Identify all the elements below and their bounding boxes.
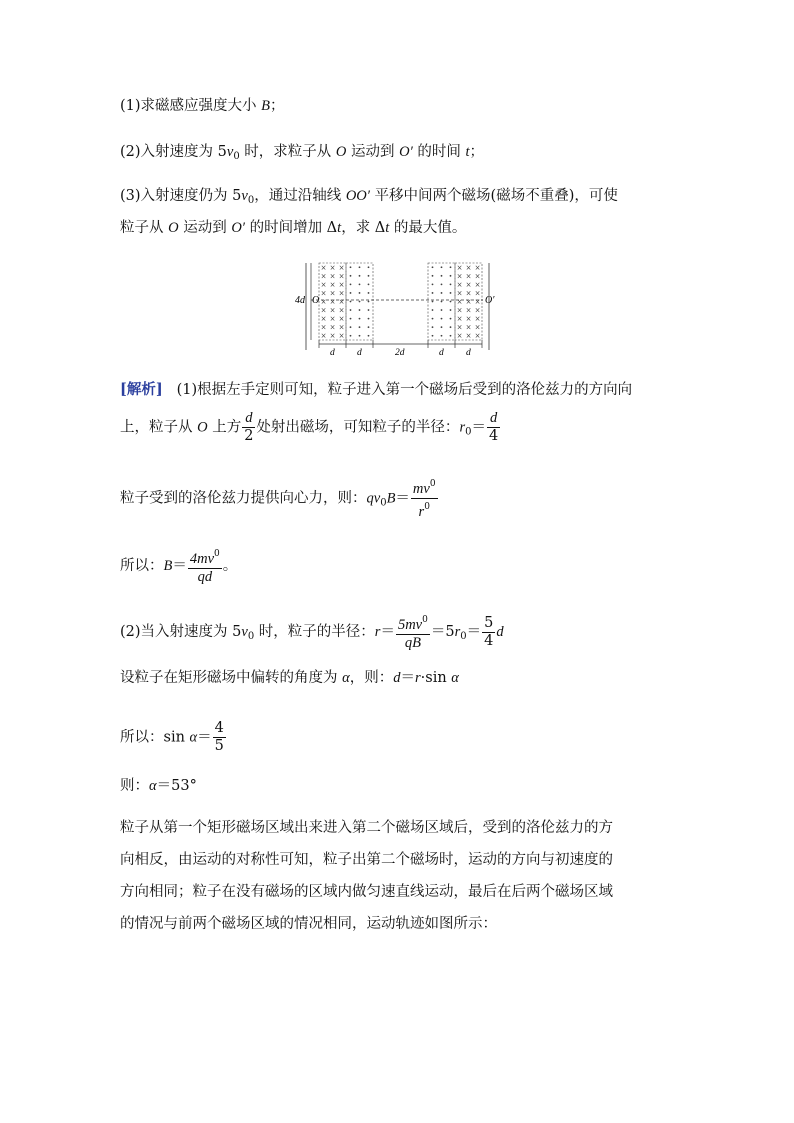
sol-l6-b: ，则：: [349, 670, 394, 686]
q2-number: (2): [120, 144, 141, 160]
frac-num: 4: [214, 720, 224, 736]
frac-den: qd: [197, 569, 213, 585]
field-into-page-mark: ×: [474, 323, 481, 332]
solution-line-3: [120, 476, 439, 521]
solution-line-6: [120, 668, 459, 688]
field-out-of-page-mark: [368, 266, 370, 268]
sol-l5-r0sub: 0: [460, 631, 467, 642]
field-out-of-page-mark: [432, 309, 434, 311]
field-into-page-mark: ×: [338, 280, 345, 289]
sol-l7-a: 所以：sin: [120, 729, 190, 746]
field-into-page-mark: ×: [329, 332, 336, 341]
q3-text-c: 平移中间两个磁场(磁场不重叠)，可使: [369, 188, 618, 204]
q3-l2-c: 的时间增加 Δ: [244, 220, 338, 236]
solution-tag: [解析]: [120, 381, 163, 398]
field-out-of-page-mark: [432, 283, 434, 285]
field-into-page-mark: ×: [329, 289, 336, 298]
field-into-page-mark: ×: [329, 263, 336, 272]
field-out-of-page-mark: [450, 326, 452, 328]
field-out-of-page-mark: [350, 326, 352, 328]
field-out-of-page-mark: [441, 318, 443, 320]
field-into-page-mark: ×: [474, 315, 481, 324]
q3-l2-a: 粒子从: [120, 220, 169, 236]
sol-l6-e: ·sin: [420, 670, 452, 686]
question-1: [120, 96, 285, 116]
frac-num: 5: [484, 614, 494, 631]
field-into-page-mark: ×: [320, 323, 327, 332]
frac-den-sup: 0: [424, 502, 430, 512]
sol-l8-b: ＝53°: [156, 778, 197, 794]
fraction-5mv0-over-qB: [396, 612, 430, 652]
magnetic-field-diagram: [293, 258, 503, 358]
field-into-page-mark: ×: [465, 306, 472, 315]
sol-l2-eq: ＝: [471, 419, 486, 436]
field-into-page-mark: ×: [465, 332, 472, 341]
q1-text: 求磁感应强度大小: [140, 98, 257, 114]
sol-l6-d: d: [393, 670, 401, 686]
field-into-page-mark: ×: [320, 306, 327, 315]
solution-line-1: [120, 380, 632, 400]
sol-l6-alpha2: α: [451, 670, 459, 686]
frac-num: 5mv: [397, 617, 423, 633]
dim-label-d: d: [466, 348, 471, 358]
sol-l4-B: B: [163, 558, 173, 574]
field-into-page-mark: ×: [338, 298, 345, 306]
sol-l5-v: v: [241, 624, 248, 640]
q3-text-b: ，通过沿轴线: [254, 188, 346, 204]
fraction-mv0-over-r0: [411, 476, 438, 521]
field-out-of-page-mark: [450, 301, 452, 303]
field-into-page-mark: ×: [338, 289, 345, 298]
sol-l5-r0: r: [454, 624, 461, 640]
sol-l3-qv: qv: [366, 490, 381, 507]
q2-v: v: [226, 144, 234, 160]
sol-l5-r: r: [374, 624, 381, 640]
field-into-page-mark: ×: [456, 298, 463, 306]
field-out-of-page-mark: [441, 301, 443, 303]
q3-l2-d: ，求 Δ: [341, 220, 386, 236]
question-2: [120, 142, 484, 167]
sol-l5-a: (2)当入射速度为 5: [120, 624, 242, 640]
field-out-of-page-mark: [359, 335, 361, 337]
field-out-of-page-mark: [368, 283, 370, 285]
frac-sup: 0: [214, 549, 220, 559]
field-out-of-page-mark: [450, 309, 452, 311]
frac-sup: 0: [429, 479, 436, 489]
field-into-page-mark: ×: [329, 280, 336, 289]
solution-line-2: [120, 410, 501, 445]
field-out-of-page-mark: [450, 335, 452, 337]
field-out-of-page-mark: [368, 309, 370, 311]
field-into-page-mark: ×: [338, 323, 345, 332]
dim-label-2d: 2d: [395, 348, 405, 358]
fraction-d-over-2: [242, 410, 255, 445]
field-into-page-mark: ×: [320, 289, 327, 298]
q3-l2-e: 的最大值。: [389, 220, 467, 236]
field-into-page-mark: ×: [465, 263, 472, 272]
frac-den: 2: [244, 428, 254, 444]
q3-axis: OO′: [345, 188, 370, 204]
solution-line-12: 的情况与前两个磁场区域的情况相同，运动轨迹如图所示：: [120, 916, 497, 932]
sol-l8-a: 则：: [120, 778, 149, 794]
field-out-of-page-mark: [432, 326, 434, 328]
field-into-page-mark: ×: [329, 315, 336, 324]
field-out-of-page-mark: [441, 292, 443, 294]
dim-label-d: d: [439, 348, 444, 358]
field-into-page-mark: ×: [474, 272, 481, 281]
field-into-page-mark: ×: [465, 272, 472, 281]
field-out-of-page-mark: [368, 326, 370, 328]
sol-l2-a: 上，粒子从: [120, 419, 198, 436]
q1-var: B: [261, 98, 271, 114]
sol-l5-b: 时，粒子的半径：: [254, 624, 375, 640]
field-into-page-mark: ×: [338, 332, 345, 341]
field-out-of-page-mark: [432, 318, 434, 320]
sol-l6-alpha: α: [342, 670, 350, 686]
dim-label-d: d: [357, 348, 362, 358]
field-out-of-page-mark: [350, 292, 352, 294]
q1-number: (1): [120, 98, 141, 114]
field-into-page-mark: ×: [329, 298, 336, 306]
field-into-page-mark: ×: [474, 280, 481, 289]
q3-l2-b: 运动到: [178, 220, 232, 236]
frac-den: 4: [484, 632, 494, 649]
field-into-page-mark: ×: [474, 263, 481, 272]
field-out-of-page-mark: [359, 283, 361, 285]
field-into-page-mark: ×: [329, 272, 336, 281]
field-into-page-mark: ×: [465, 315, 472, 324]
field-out-of-page-mark: [450, 318, 452, 320]
q2-Oprime: O′: [399, 144, 413, 160]
field-into-page-mark: ×: [456, 263, 463, 272]
label-4d: 4d: [295, 295, 305, 306]
solution-line-10: 向相反，由运动的对称性可知，粒子出第二个磁场时，运动的方向与初速度的: [120, 852, 613, 868]
field-out-of-page-mark: [441, 309, 443, 311]
field-out-of-page-mark: [368, 318, 370, 320]
frac-sup: 0: [422, 615, 428, 625]
field-out-of-page-mark: [368, 275, 370, 277]
question-3-line-2: [120, 218, 466, 238]
sol-l4-eq: ＝: [172, 558, 187, 574]
field-out-of-page-mark: [350, 283, 352, 285]
field-into-page-mark: ×: [456, 323, 463, 332]
field-into-page-mark: ×: [465, 298, 472, 306]
field-out-of-page-mark: [432, 275, 434, 277]
field-out-of-page-mark: [359, 318, 361, 320]
solution-line-7: [120, 720, 227, 755]
solution-line-11: 方向相同；粒子在没有磁场的区域内做匀速直线运动，最后在后两个磁场区域: [120, 884, 613, 900]
field-into-page-mark: ×: [320, 263, 327, 272]
field-into-page-mark: ×: [338, 272, 345, 281]
field-into-page-mark: ×: [465, 289, 472, 298]
sol-l2-r: r: [459, 419, 466, 436]
q2-sub: 0: [233, 151, 240, 162]
q3-text-a: 入射速度仍为 5: [140, 188, 242, 204]
field-out-of-page-mark: [350, 335, 352, 337]
field-into-page-mark: ×: [474, 332, 481, 341]
q3-t2: t: [385, 220, 390, 236]
field-out-of-page-mark: [441, 326, 443, 328]
q2-text-a: 入射速度为 5: [140, 144, 227, 160]
field-into-page-mark: ×: [456, 272, 463, 281]
frac-num: d: [242, 410, 255, 428]
q2-text-b: 时，求粒子从: [239, 144, 336, 160]
sol-l6-c: ＝: [400, 670, 415, 686]
sol-l7-eq: ＝: [197, 729, 212, 746]
field-out-of-page-mark: [450, 283, 452, 285]
field-into-page-mark: ×: [456, 289, 463, 298]
dimension-labels: [330, 348, 471, 358]
sol-l5-eq3: ＝: [466, 624, 482, 640]
field-into-page-mark: ×: [320, 315, 327, 324]
field-into-page-mark: ×: [320, 280, 327, 289]
dim-label-d: d: [330, 348, 335, 358]
sol-l3-sub: 0: [380, 497, 387, 509]
sol-l5-eq: ＝: [380, 624, 395, 640]
sol-l2-rsub: 0: [465, 426, 472, 438]
sol-l6-a: 设粒子在矩形磁场中偏转的角度为: [120, 670, 343, 686]
field-into-page-mark: ×: [329, 306, 336, 315]
sol-l3-B: B: [386, 490, 396, 507]
field-out-of-page-mark: [432, 292, 434, 294]
field-out-of-page-mark: [350, 318, 352, 320]
q2-text-c: 运动到: [346, 144, 400, 160]
field-out-of-page-mark: [441, 335, 443, 337]
field-out-of-page-mark: [350, 275, 352, 277]
field-out-of-page-mark: [432, 266, 434, 268]
sol-l3-a: 粒子受到的洛伦兹力提供向心力，则：: [120, 490, 367, 507]
field-into-page-mark: ×: [465, 323, 472, 332]
sol-l5-sub: 0: [247, 631, 255, 642]
sol-l8-alpha: α: [149, 778, 157, 794]
field-out-of-page-mark: [432, 301, 434, 303]
solution-text-1: (1)根据左手定则可知，粒子进入第一个磁场后受到的洛伦兹力的方向向: [176, 382, 633, 398]
frac-num: 4mv: [189, 551, 215, 567]
field-out-of-page-mark: [441, 283, 443, 285]
field-into-page-mark: ×: [456, 280, 463, 289]
field-out-of-page-mark: [359, 266, 361, 268]
q2-end: ；: [469, 144, 485, 160]
field-out-of-page-mark: [359, 309, 361, 311]
field-out-of-page-mark: [450, 275, 452, 277]
field-out-of-page-mark: [350, 301, 352, 303]
field-into-page-mark: ×: [456, 306, 463, 315]
q3-O: O: [168, 220, 179, 236]
field-out-of-page-mark: [359, 275, 361, 277]
sol-l4-end: 。: [222, 558, 238, 574]
field-out-of-page-mark: [441, 275, 443, 277]
label-Oprime: O′: [485, 295, 495, 306]
field-out-of-page-mark: [359, 292, 361, 294]
field-into-page-mark: ×: [320, 298, 327, 306]
sol-l2-O: O: [197, 419, 208, 436]
field-into-page-mark: ×: [338, 263, 345, 272]
field-out-of-page-mark: [359, 301, 361, 303]
field-out-of-page-mark: [450, 266, 452, 268]
sol-l2-c: 处射出磁场，可知粒子的半径：: [256, 419, 460, 436]
field-marks: [321, 264, 481, 340]
field-into-page-mark: ×: [456, 332, 463, 341]
field-out-of-page-mark: [350, 266, 352, 268]
frac-den: 4: [488, 428, 499, 444]
q3-v: v: [241, 188, 248, 204]
sol-l2-b: 上方: [207, 419, 242, 436]
field-into-page-mark: ×: [456, 315, 463, 324]
frac-den: r: [418, 504, 425, 520]
field-into-page-mark: ×: [338, 315, 345, 324]
solution-line-5: [120, 612, 504, 652]
field-out-of-page-mark: [368, 335, 370, 337]
solution-line-8: [120, 776, 197, 796]
sol-l3-eq: ＝: [395, 490, 410, 507]
q2-t: t: [465, 144, 470, 160]
frac-den: 5: [214, 738, 224, 754]
sol-l6-r: r: [414, 670, 421, 686]
field-into-page-mark: ×: [474, 306, 481, 315]
q1-end: ；: [270, 98, 285, 114]
field-out-of-page-mark: [432, 335, 434, 337]
frac-num: d: [487, 410, 500, 428]
fraction-4mv0-over-qd: [188, 546, 222, 586]
q3-Oprime: O′: [231, 220, 245, 236]
field-into-page-mark: ×: [465, 280, 472, 289]
sol-l7-alpha: α: [189, 729, 198, 746]
field-into-page-mark: ×: [320, 272, 327, 281]
field-into-page-mark: ×: [338, 306, 345, 315]
field-out-of-page-mark: [368, 301, 370, 303]
field-into-page-mark: ×: [474, 298, 481, 306]
field-into-page-mark: ×: [329, 323, 336, 332]
frac-den: qB: [404, 635, 421, 651]
field-into-page-mark: ×: [474, 289, 481, 298]
fraction-4-over-5: [213, 720, 226, 755]
solution-line-4: [120, 546, 237, 586]
q2-O: O: [335, 144, 347, 160]
q3-t: t: [337, 220, 342, 236]
question-3-line-1: [120, 186, 618, 211]
sol-l5-d: d: [496, 624, 504, 640]
field-out-of-page-mark: [450, 292, 452, 294]
frac-num: mv: [412, 481, 430, 497]
sol-l4-a: 所以：: [120, 558, 164, 574]
field-out-of-page-mark: [441, 266, 443, 268]
fraction-5-over-4: [482, 615, 495, 650]
fraction-d-over-4: [487, 410, 500, 445]
field-out-of-page-mark: [368, 292, 370, 294]
field-out-of-page-mark: [359, 326, 361, 328]
q3-number: (3): [120, 188, 141, 204]
solution-line-9: 粒子从第一个矩形磁场区域出来进入第二个磁场区域后，受到的洛伦兹力的方: [120, 820, 613, 836]
sol-l5-eq2: ＝5: [430, 624, 455, 640]
label-O: O: [312, 295, 320, 306]
q3-sub: 0: [247, 195, 255, 206]
q2-text-d: 的时间: [412, 144, 466, 160]
field-out-of-page-mark: [350, 309, 352, 311]
field-into-page-mark: ×: [320, 332, 327, 341]
